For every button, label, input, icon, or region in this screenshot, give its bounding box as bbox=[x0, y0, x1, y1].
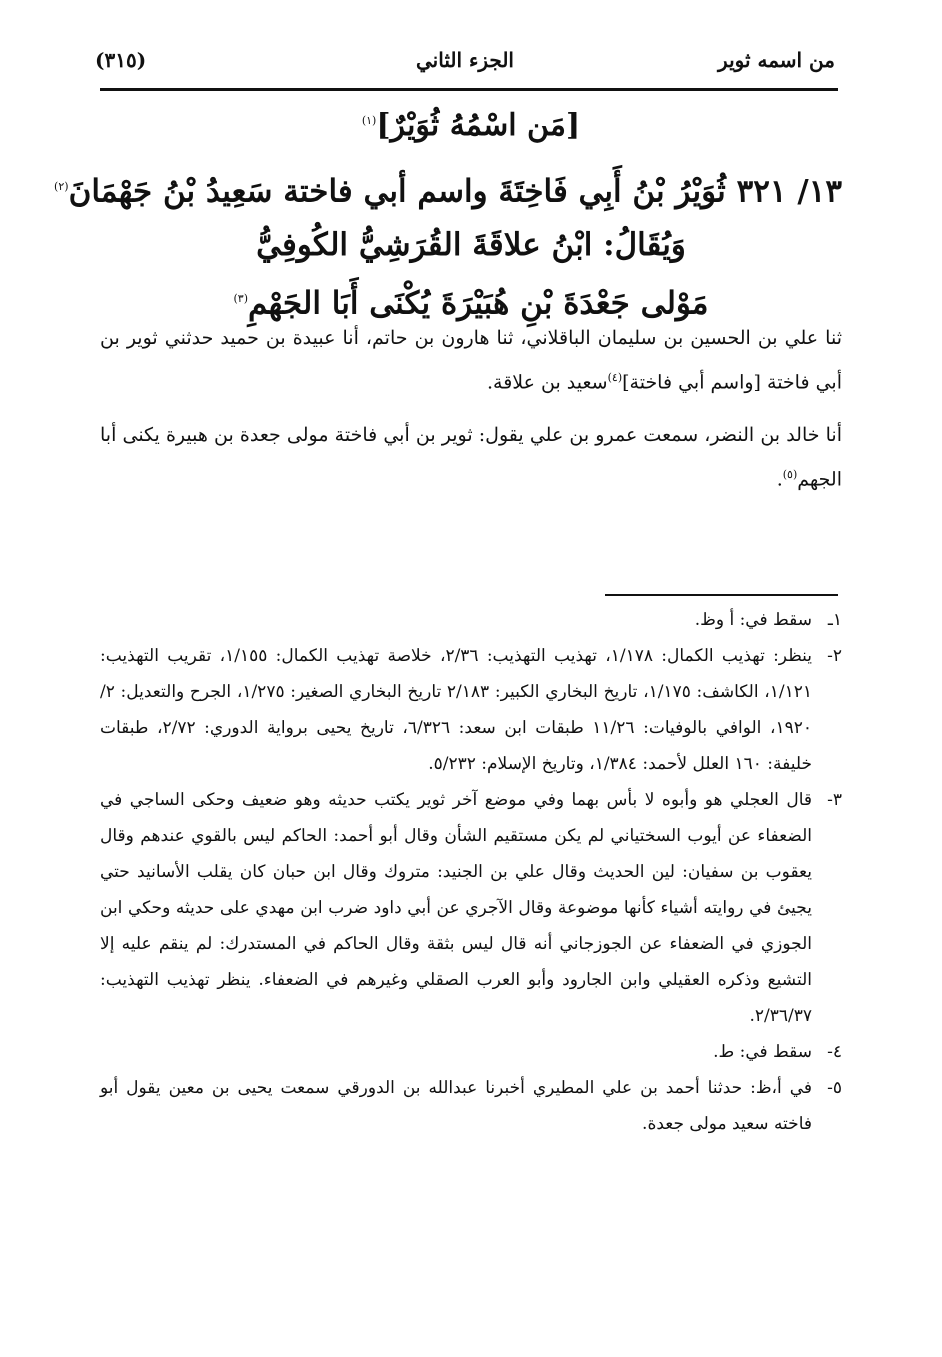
footnote-ref: (٥) bbox=[782, 468, 798, 481]
footnote-number: ٥- bbox=[827, 1078, 842, 1098]
footnote bbox=[100, 602, 842, 638]
volume-label: الجزء الثاني bbox=[416, 48, 514, 72]
footnote bbox=[100, 782, 842, 1034]
title-line-2: وَيُقَالُ: ابْنُ علاقَةَ القُرَشِيُّ الكُوفِيُّ bbox=[256, 227, 686, 264]
footnote bbox=[100, 638, 842, 782]
body-paragraph-2 bbox=[100, 415, 842, 499]
body-paragraph-1 bbox=[100, 318, 842, 402]
section-heading bbox=[0, 108, 942, 143]
paragraph-text: أنا خالد بن النضر، سمعت عمرو بن علي يقول: ثوير بن أبي فاختة مولى جعدة بن هبيرة يكنى أبا الجهم bbox=[100, 424, 842, 491]
footnote-ref: (٢) bbox=[54, 180, 69, 193]
footnote-number: ٣- bbox=[827, 790, 842, 810]
footnotes bbox=[100, 602, 842, 1142]
page-number: (٣١٥) bbox=[95, 48, 147, 72]
section-heading-text: [مَن اسْمُهُ ثُوَيْرٌ] bbox=[376, 108, 581, 143]
title-line-1-text: ١٣/ ٣٢١ ثُوَيْرُ بْنُ أَبِي فَاخِتَةَ واسم أبي فاختة سَعِيدُ بْنُ جَهْمَانَ bbox=[68, 173, 842, 210]
footnote-ref: (٤) bbox=[607, 371, 623, 384]
paragraph-text: ثنا علي بن الحسين بن سليمان الباقلاني، ثنا هارون بن حاتم، أنا عبيدة بن حميد حدثني ثوير بن أبي فاختة [واسم أبي فاختة] bbox=[100, 327, 842, 394]
entry-title bbox=[54, 160, 842, 331]
title-line-3-text: مَوْلى جَعْدَةَ بْنِ هُبَيْرَةَ يُكْنَى أَبَا الجَهْمِ bbox=[247, 285, 709, 322]
running-title: من اسمه ثوير bbox=[718, 48, 835, 72]
footnote-ref: (٣) bbox=[233, 292, 248, 306]
header-divider bbox=[100, 88, 838, 91]
footnote-text: ينظر: تهذيب الكمال: ١/١٧٨، تهذيب التهذيب: ٢/٣٦، خلاصة تهذيب الكمال: ١/١٥٥، تقريب التهذيب: ١/١٢١، الكاشف: ١/١٧٥، تاريخ البخاري الكبير: ٢/١٨٣ تاريخ البخاري الصغير: ١/٢٧٥، الجرح والتعديل: ٢/ ١٩٢٠، الوافي بالوفيات: ١١/٢٦ طبقات ابن سعد: ٦/٣٢٦، تاريخ يحيى برواية الدوري: ٢/٧٢، طبقات خليفة: ١٦٠ العلل لأحمد: ١/٣٨٤، وتاريخ الإسلام: ٥/٢٣٢. bbox=[100, 646, 812, 774]
footnote-divider bbox=[605, 594, 838, 596]
paragraph-text: . bbox=[776, 468, 783, 491]
footnote-text: سقط في: ط. bbox=[713, 1042, 812, 1062]
footnote-text: قال العجلي هو وأبوه لا بأس بهما وفي موضع آخر ثوير يكتب حديثه وهو ضعيف وحكى الساجي في الضعفاء عن أيوب السختياني لم يكن مستقيم الشأن وقال أبو أحمد: الحاكم ليس بالقوي عندهم وقال يعقوب بن سفيان: لين الحديث وقال علي بن الجنيد: متروك وقال ابن حبان كان يقلب الأسانيد حتي يجيئ في روايته أشياء كأنها موضوعة وقال الآجري عن أبي داود ضرب ابن مهدي على حديثه وحكي ابن الجوزي في الضعفاء عن الجوزجاني أنه قال ليس بثقة وقال الحاكم في المستدرك: لم ينقم عليه إلا التشيع وذكره العقيلي وابن الجارود وأبو العرب الصقلي وغيرهم في الضعفاء. ينظر تهذيب التهذيب: ٢/٣٦/٣٧. bbox=[100, 790, 812, 1026]
footnote-number: ١ـ bbox=[827, 610, 842, 630]
title-line-1 bbox=[54, 160, 842, 218]
footnote bbox=[100, 1070, 842, 1142]
footnote-text: سقط في: أ وظ. bbox=[694, 610, 812, 630]
footnote bbox=[100, 1034, 842, 1070]
page-header bbox=[95, 40, 835, 90]
footnote-ref: (١) bbox=[361, 114, 377, 127]
footnote-number: ٤- bbox=[827, 1042, 842, 1062]
footnote-text: في أ،ظ: حدثنا أحمد بن علي المطيري أخبرنا عبدالله بن الدورقي سمعت يحيى بن معين يقول أبو فاخته سعيد مولى جعدة. bbox=[100, 1078, 812, 1134]
paragraph-text: سعيد بن علاقة. bbox=[486, 371, 608, 394]
footnote-number: ٢- bbox=[827, 646, 842, 666]
